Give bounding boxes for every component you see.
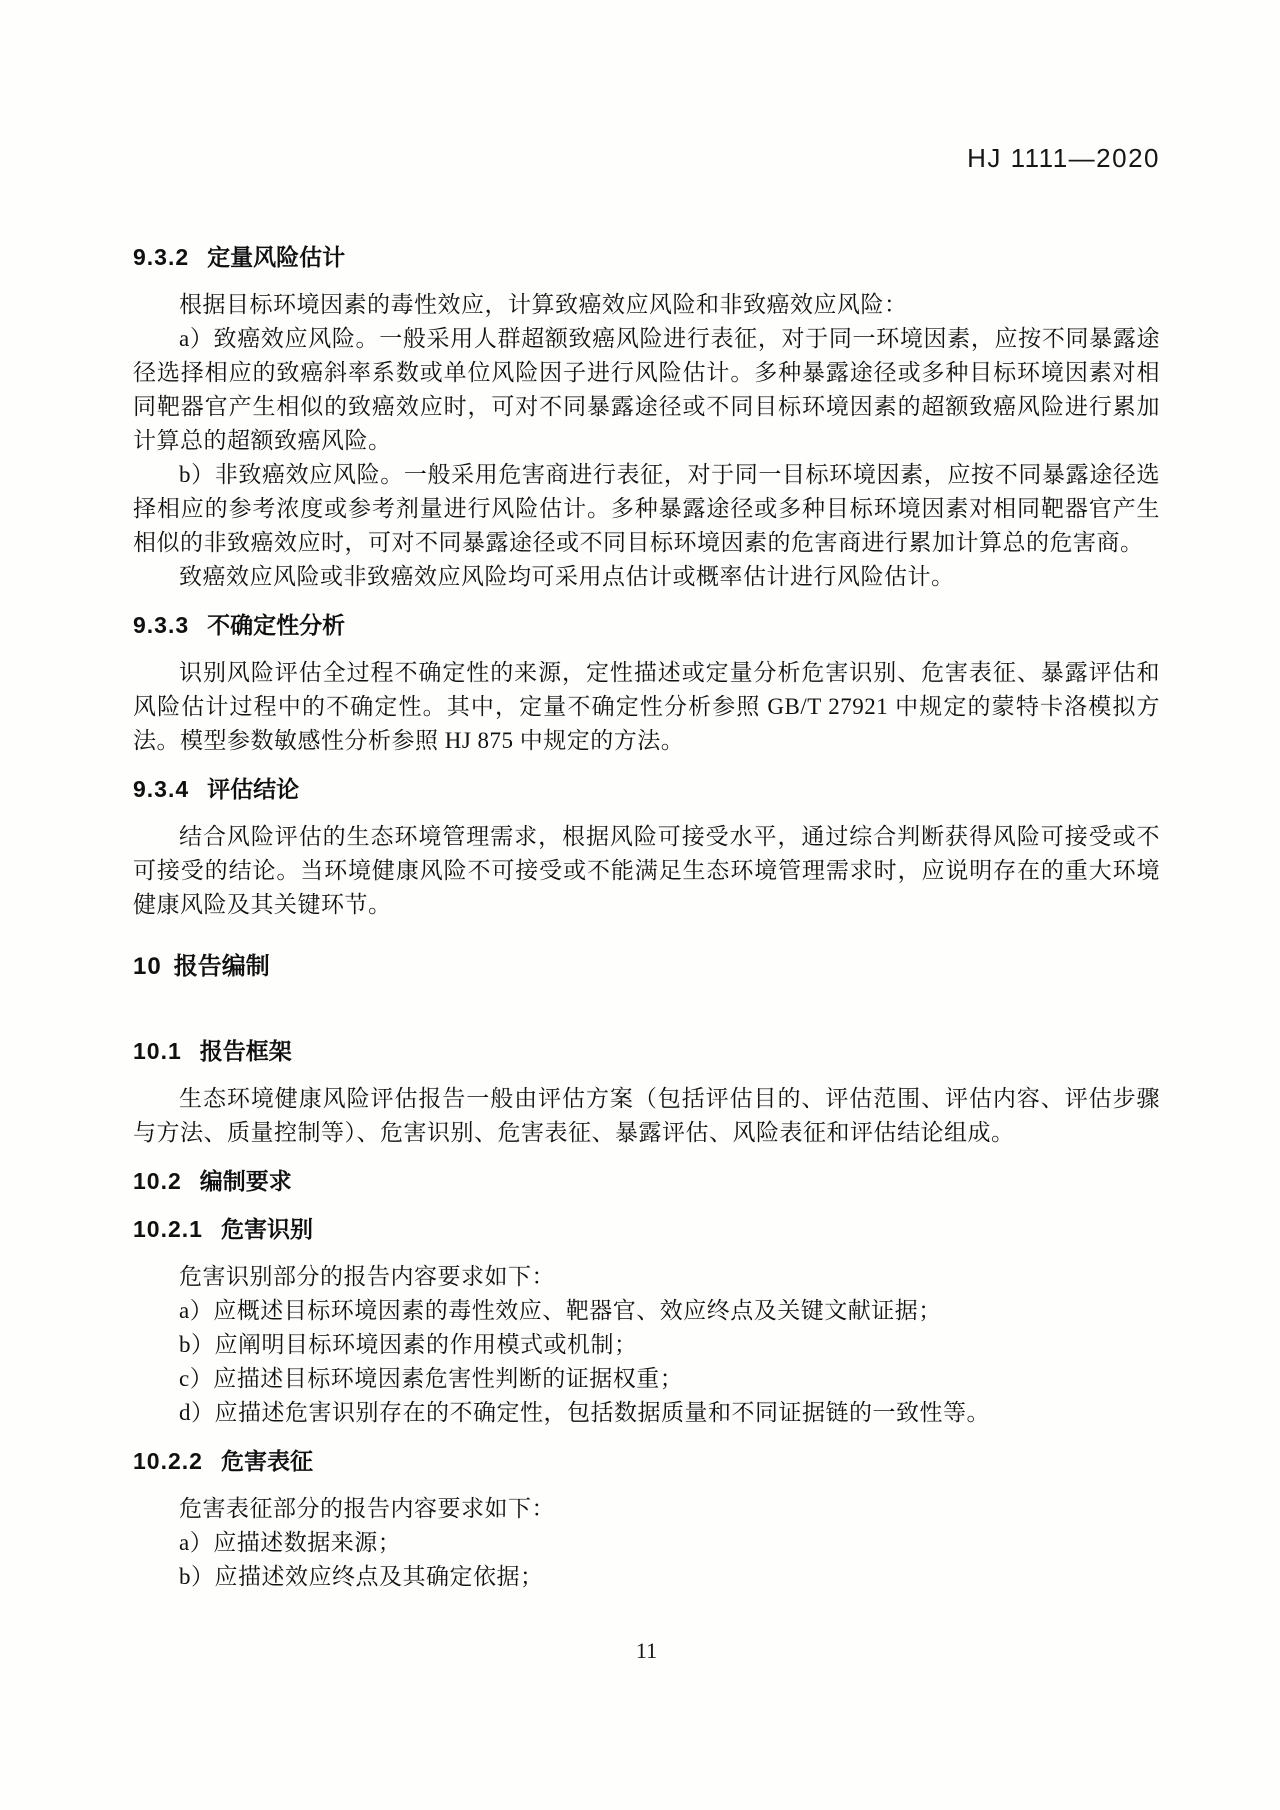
section-number: 10.2 — [133, 1168, 182, 1194]
list-item-1021-d: d）应描述危害识别存在的不确定性，包括数据质量和不同证据链的一致性等。 — [179, 1400, 990, 1425]
section-title: 危害表征 — [220, 1448, 313, 1474]
section-heading-10-2-2 — [133, 1444, 1160, 1478]
doc-number: HJ 1111—2020 — [967, 143, 1160, 173]
section-heading-10-1 — [133, 1034, 1160, 1068]
paragraph-932-item-a: a）致癌效应风险。一般采用人群超额致癌风险进行表征，对于同一环境因素，应按不同暴露途径选择相应的致癌斜率系数或单位风险因子进行风险估计。多种暴露途径或多种目标环境因素对相同靶器官产生相似的致癌效应时，可对不同暴露途径或不同目标环境因素的超额致癌风险进行累加计算总的超额致癌风险。 — [133, 326, 1160, 453]
section-heading-10-2-1 — [133, 1212, 1160, 1246]
chapter-heading-10 — [133, 950, 1160, 984]
page-header — [133, 143, 1160, 174]
section-title: 编制要求 — [199, 1168, 292, 1194]
paragraph-933-body: 识别风险评估全过程不确定性的来源，定性描述或定量分析危害识别、危害表征、暴露评估和风险估计过程中的不确定性。其中，定量不确定性分析参照 GB/T 27921 中规定的蒙特卡洛模拟方法。模型参数敏感性分析参照 HJ 875 中规定的方法。 — [133, 660, 1160, 753]
section-number: 10.2.2 — [133, 1448, 203, 1474]
paragraph-934-body: 结合风险评估的生态环境管理需求，根据风险可接受水平，通过综合判断获得风险可接受或不可接受的结论。当环境健康风险不可接受或不能满足生态环境管理需求时，应说明存在的重大环境健康风险及其关键环节。 — [133, 824, 1160, 917]
paragraph-932-intro: 根据目标环境因素的毒性效应，计算致癌效应风险和非致癌效应风险： — [179, 292, 908, 317]
chapter-number: 10 — [133, 953, 162, 980]
page-footer — [133, 1638, 1160, 1664]
section-title: 不确定性分析 — [207, 612, 346, 638]
paragraph-101-body: 生态环境健康风险评估报告一般由评估方案（包括评估目的、评估范围、评估内容、评估步骤与方法、质量控制等）、危害识别、危害表征、暴露评估、风险表征和评估结论组成。 — [133, 1086, 1160, 1145]
section-title: 报告框架 — [199, 1038, 292, 1064]
section-number: 10.2.1 — [133, 1216, 203, 1242]
section-number: 10.1 — [133, 1038, 182, 1064]
paragraph-1022-intro: 危害表征部分的报告内容要求如下： — [179, 1496, 555, 1521]
list-item-1022-a: a）应描述数据来源； — [179, 1530, 402, 1555]
section-heading-9-3-4 — [133, 772, 1160, 806]
list-item-1022-b: b）应描述效应终点及其确定依据； — [179, 1564, 544, 1589]
page-content — [133, 240, 1160, 1594]
list-item-1021-b: b）应阐明目标环境因素的作用模式或机制； — [179, 1332, 638, 1357]
list-item-1021-c: c）应描述目标环境因素危害性判断的证据权重； — [179, 1366, 684, 1391]
section-heading-9-3-3 — [133, 608, 1160, 642]
paragraph-1021-intro: 危害识别部分的报告内容要求如下： — [179, 1264, 555, 1289]
page-number: 11 — [635, 1638, 658, 1663]
section-title: 评估结论 — [207, 776, 300, 802]
section-title: 定量风险估计 — [207, 244, 346, 270]
section-number: 9.3.2 — [133, 244, 190, 270]
section-heading-9-3-2 — [133, 240, 1160, 274]
list-item-1021-a: a）应概述目标环境因素的毒性效应、靶器官、效应终点及关键文献证据； — [179, 1298, 942, 1323]
section-heading-10-2 — [133, 1164, 1160, 1198]
section-number: 9.3.4 — [133, 776, 190, 802]
section-title: 危害识别 — [220, 1216, 313, 1242]
section-number: 9.3.3 — [133, 612, 190, 638]
paragraph-932-closing: 致癌效应风险或非致癌效应风险均可采用点估计或概率估计进行风险估计。 — [179, 564, 955, 589]
paragraph-932-item-b: b）非致癌效应风险。一般采用危害商进行表征，对于同一目标环境因素，应按不同暴露途径选择相应的参考浓度或参考剂量进行风险估计。多种暴露途径或多种目标环境因素对相同靶器官产生相似的非致癌效应时，可对不同暴露途径或不同目标环境因素的危害商进行累加计算总的危害商。 — [133, 462, 1160, 555]
chapter-title: 报告编制 — [173, 953, 270, 980]
